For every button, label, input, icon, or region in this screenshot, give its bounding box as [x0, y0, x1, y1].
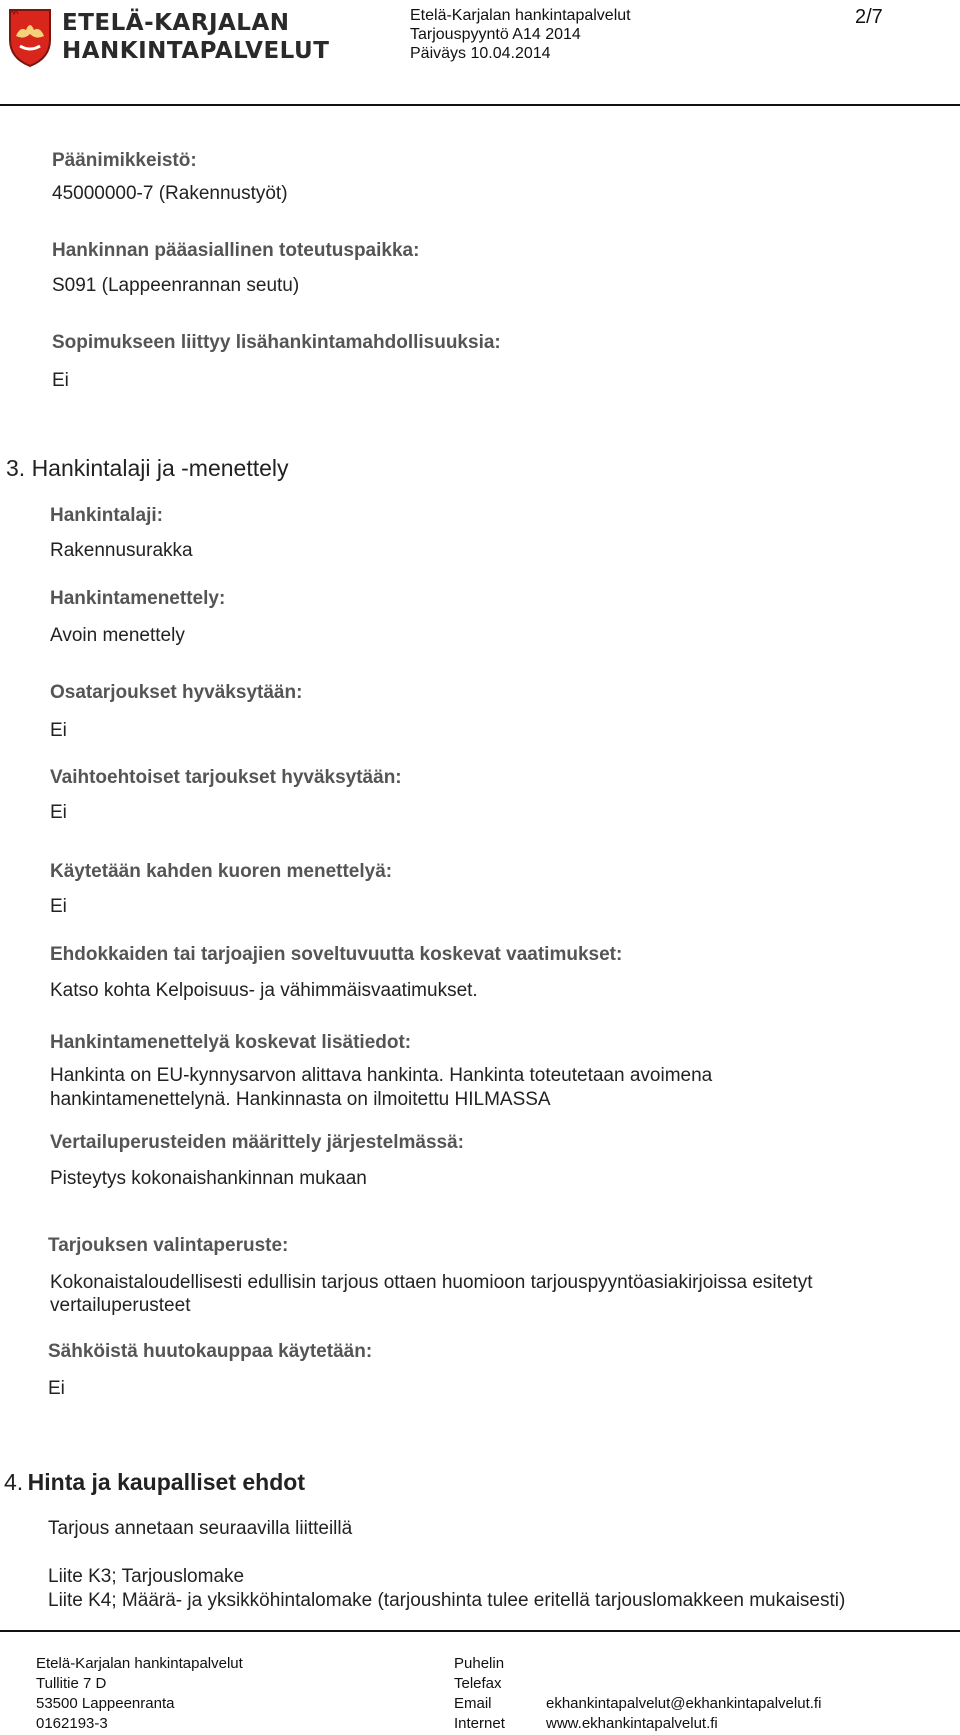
auction-value: Ei	[48, 1378, 65, 1399]
procurement-type-label: Hankintalaji:	[50, 505, 163, 526]
logo-line-2: HANKINTAPALVELUT	[62, 38, 330, 64]
footer-divider	[0, 1630, 960, 1632]
main-vocab-label: Päänimikkeistö:	[52, 150, 197, 171]
award-criterion-line-1: Kokonaistaloudellisesti edullisin tarjous ottaen huomioon tarjouspyyntöasiakirjoissa esitetyt	[50, 1272, 813, 1293]
main-vocab-value: 45000000-7 (Rakennustyöt)	[52, 183, 288, 204]
attachment-k4: Liite K4; Määrä- ja yksikköhintalomake (tarjoushinta tulee eritellä tarjouslomakkeen mukaisesti)	[48, 1590, 846, 1611]
footer-web-label: Internet	[454, 1715, 505, 1732]
two-envelope-label: Käytetään kahden kuoren menettelyä:	[50, 861, 393, 882]
two-envelope-value: Ei	[50, 896, 67, 917]
variants-label: Vaihtoehtoiset tarjoukset hyväksytään:	[50, 767, 402, 788]
section-4-title: Hinta ja kaupalliset ehdot	[27, 1469, 305, 1495]
location-label: Hankinnan pääasiallinen toteutuspaikka:	[52, 240, 420, 261]
additional-label: Sopimukseen liittyy lisähankintamahdollisuuksia:	[52, 332, 501, 353]
attachments-intro: Tarjous annetaan seuraavilla liitteillä	[48, 1518, 353, 1539]
variants-value: Ei	[50, 802, 67, 823]
award-criterion-line-2: vertailuperusteet	[50, 1295, 191, 1316]
footer-web-link[interactable]: www.ekhankintapalvelut.fi	[546, 1715, 718, 1732]
footer-street: Tullitie 7 D	[36, 1675, 107, 1692]
procedure-label: Hankintamenettely:	[50, 588, 226, 609]
attachment-k3: Liite K3; Tarjouslomake	[48, 1566, 245, 1587]
section-4-heading	[4, 1469, 305, 1496]
footer-email-label: Email	[454, 1695, 492, 1712]
partial-offers-label: Osatarjoukset hyväksytään:	[50, 682, 303, 703]
suitability-label: Ehdokkaiden tai tarjoajien soveltuvuutta koskevat vaatimukset:	[50, 944, 623, 965]
header-divider	[0, 104, 960, 106]
footer-fax-label: Telefax	[454, 1675, 502, 1692]
criteria-label: Vertailuperusteiden määrittely järjestelmässä:	[50, 1132, 464, 1153]
award-criterion-label: Tarjouksen valintaperuste:	[48, 1235, 289, 1256]
procurement-type-value: Rakennusurakka	[50, 540, 193, 561]
location-value: S091 (Lappeenrannan seutu)	[52, 275, 300, 296]
logo-line-1: ETELÄ-KARJALAN	[62, 10, 290, 36]
procedure-extra-line-1: Hankinta on EU-kynnysarvon alittava hankinta. Hankinta toteutetaan avoimena	[50, 1065, 713, 1086]
procedure-extra-label: Hankintamenettelyä koskevat lisätiedot:	[50, 1032, 412, 1053]
coat-of-arms-icon	[6, 6, 54, 68]
auction-label: Sähköistä huutokauppaa käytetään:	[48, 1341, 373, 1362]
footer-city: 53500 Lappeenranta	[36, 1695, 175, 1712]
suitability-value: Katso kohta Kelpoisuus- ja vähimmäisvaatimukset.	[50, 980, 478, 1001]
procedure-extra-line-2: hankintamenettelynä. Hankinnasta on ilmoitettu HILMASSA	[50, 1089, 551, 1110]
footer-business-id: 0162193-3	[36, 1715, 108, 1732]
section-3-heading: 3. Hankintalaji ja -menettely	[6, 455, 289, 481]
partial-offers-value: Ei	[50, 720, 67, 741]
section-4-number: 4.	[4, 1469, 24, 1495]
header-org: Etelä-Karjalan hankintapalvelut	[410, 7, 631, 24]
procedure-value: Avoin menettely	[50, 625, 185, 646]
footer-phone-label: Puhelin	[454, 1655, 505, 1672]
page-number: 2/7	[855, 6, 883, 28]
header-doc: Tarjouspyyntö A14 2014	[410, 26, 581, 43]
header-date: Päiväys 10.04.2014	[410, 45, 551, 62]
footer-org: Etelä-Karjalan hankintapalvelut	[36, 1655, 243, 1672]
criteria-value: Pisteytys kokonaishankinnan mukaan	[50, 1168, 367, 1189]
footer-email-link[interactable]: ekhankintapalvelut@ekhankintapalvelut.fi	[546, 1695, 822, 1712]
additional-value: Ei	[52, 370, 69, 391]
logo	[6, 6, 330, 68]
